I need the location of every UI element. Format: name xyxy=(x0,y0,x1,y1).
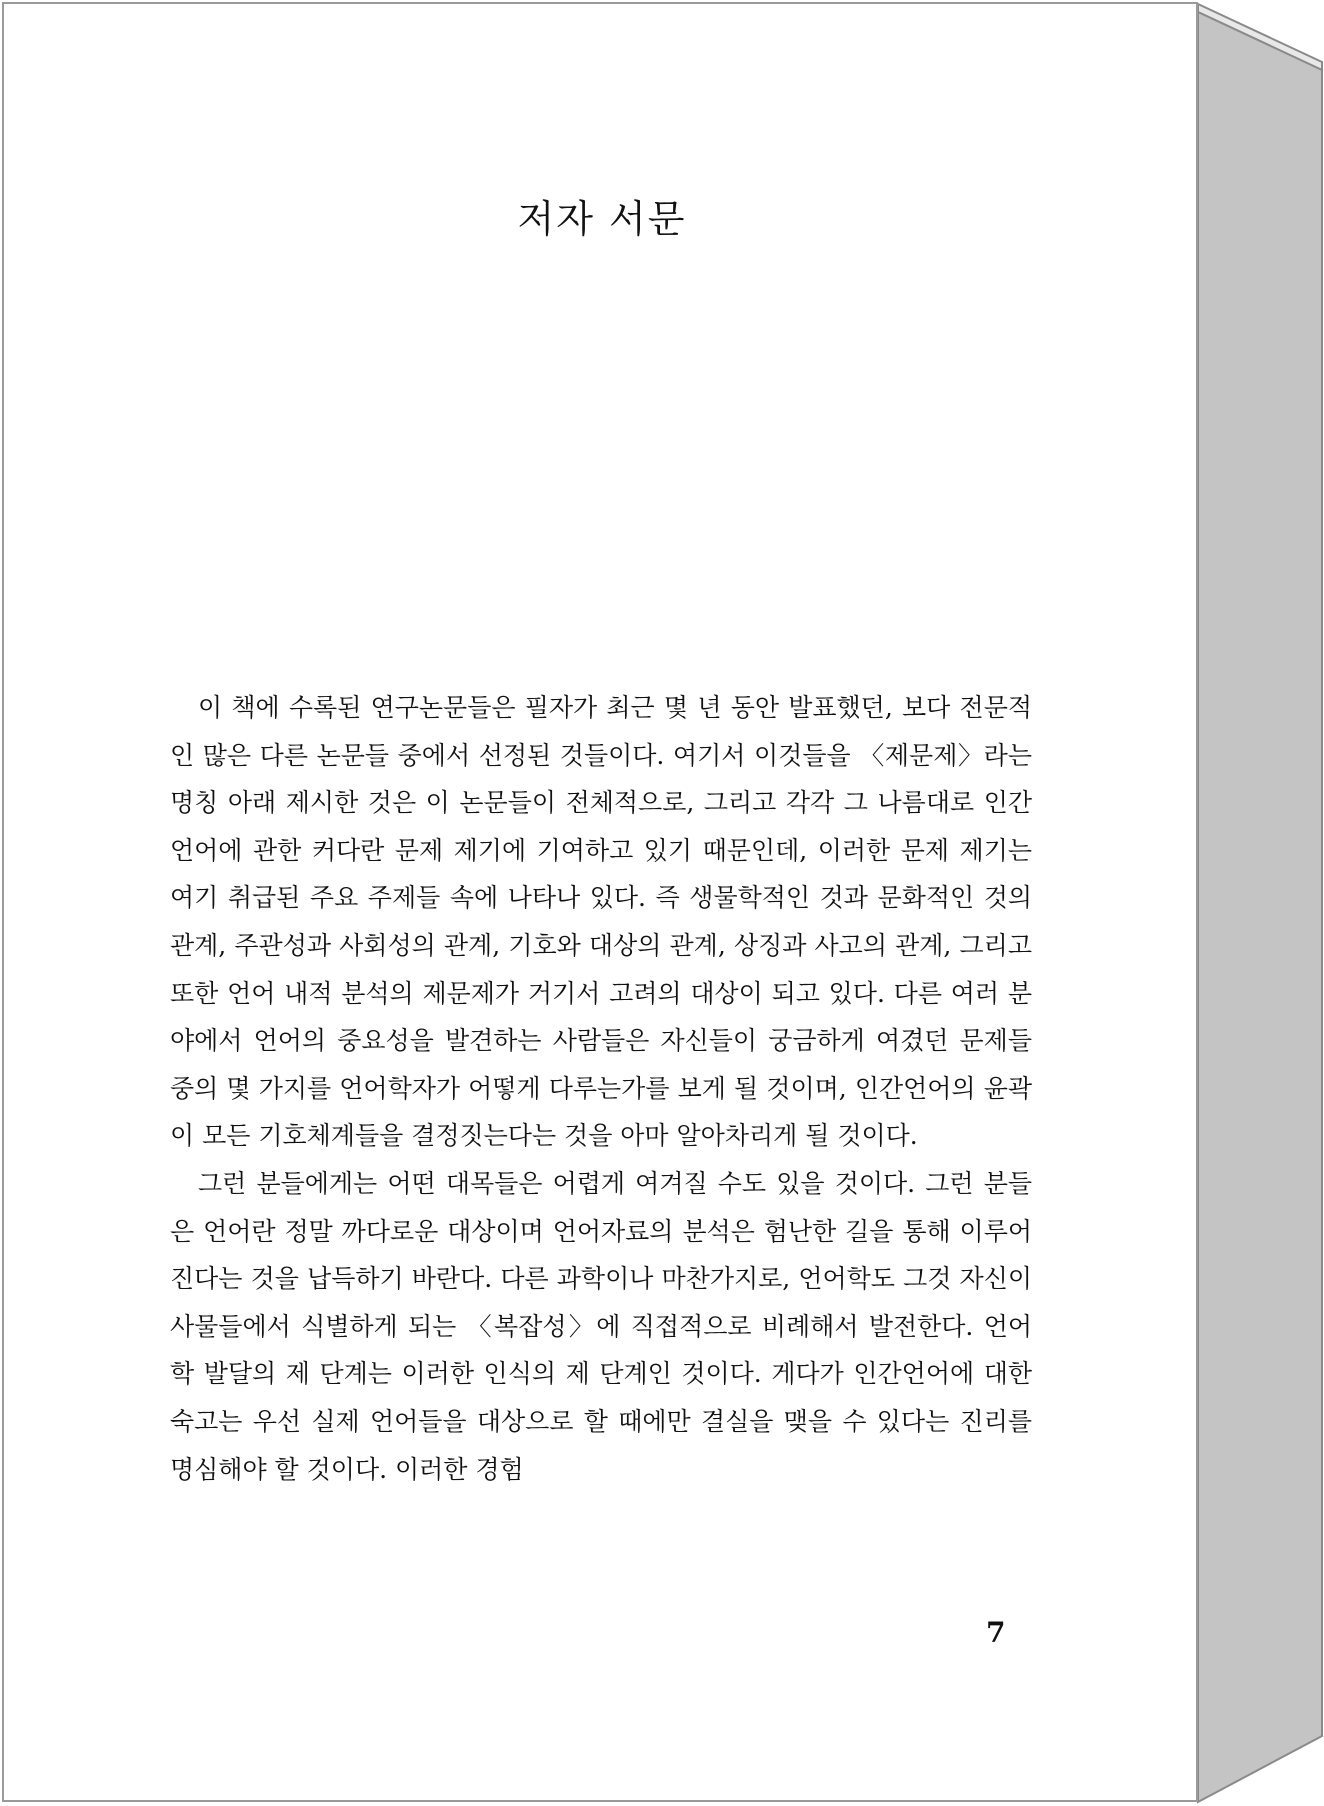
body-text xyxy=(170,684,1032,1493)
paragraph-2: 그런 분들에게는 어떤 대목들은 어렵게 여겨질 수도 있을 것이다. 그런 분들은 언어란 정말 까다로운 대상이며 언어자료의 분석은 험난한 길을 통해 이루어진다는 것을 납득하기 바란다. 다른 과학이나 마찬가지로, 언어학도 그것 자신이 사물들에서 식별하게 되는 〈복잡성〉에 직접적으로 비례해서 발전한다. 언어학 발달의 제 단계는 이러한 인식의 제 단계인 것이다. 게다가 인간언어에 대한 숙고는 우선 실제 언어들을 대상으로 할 때에만 결실을 맺을 수 있다는 진리를 명심해야 할 것이다. 이러한 경험 xyxy=(170,1168,1032,1484)
book-edge-side xyxy=(1198,12,1322,1802)
book-page xyxy=(2,2,1198,1802)
page-title: 저자 서문 xyxy=(517,197,687,241)
paragraph-1: 이 책에 수록된 연구논문들은 필자가 최근 몇 년 동안 발표했던, 보다 전문적인 많은 다른 논문들 중에서 선정된 것들이다. 여기서 이것들을 〈제문제〉라는 명칭 아래 제시한 것은 이 논문들이 전체적으로, 그리고 각각 그 나름대로 인간언어에 관한 커다란 문제 제기에 기여하고 있기 때문인데, 이러한 문제 제기는 여기 취급된 주요 주제들 속에 나타나 있다. 즉 생물학적인 것과 문화적인 것의 관계, 주관성과 사회성의 관계, 기호와 대상의 관계, 상징과 사고의 관계, 그리고 또한 언어 내적 분석의 제문제가 거기서 고려의 대상이 되고 있다. 다른 여러 분야에서 언어의 중요성을 발견하는 사람들은 자신들이 궁금하게 여겼던 문제들 중의 몇 가지를 언어학자가 어떻게 다루는가를 보게 될 것이며, 인간언어의 윤곽이 모든 기호체계들을 결정짓는다는 것을 아마 알아차리게 될 것이다. xyxy=(170,693,1032,1151)
page-number: 7 xyxy=(986,1616,1006,1649)
